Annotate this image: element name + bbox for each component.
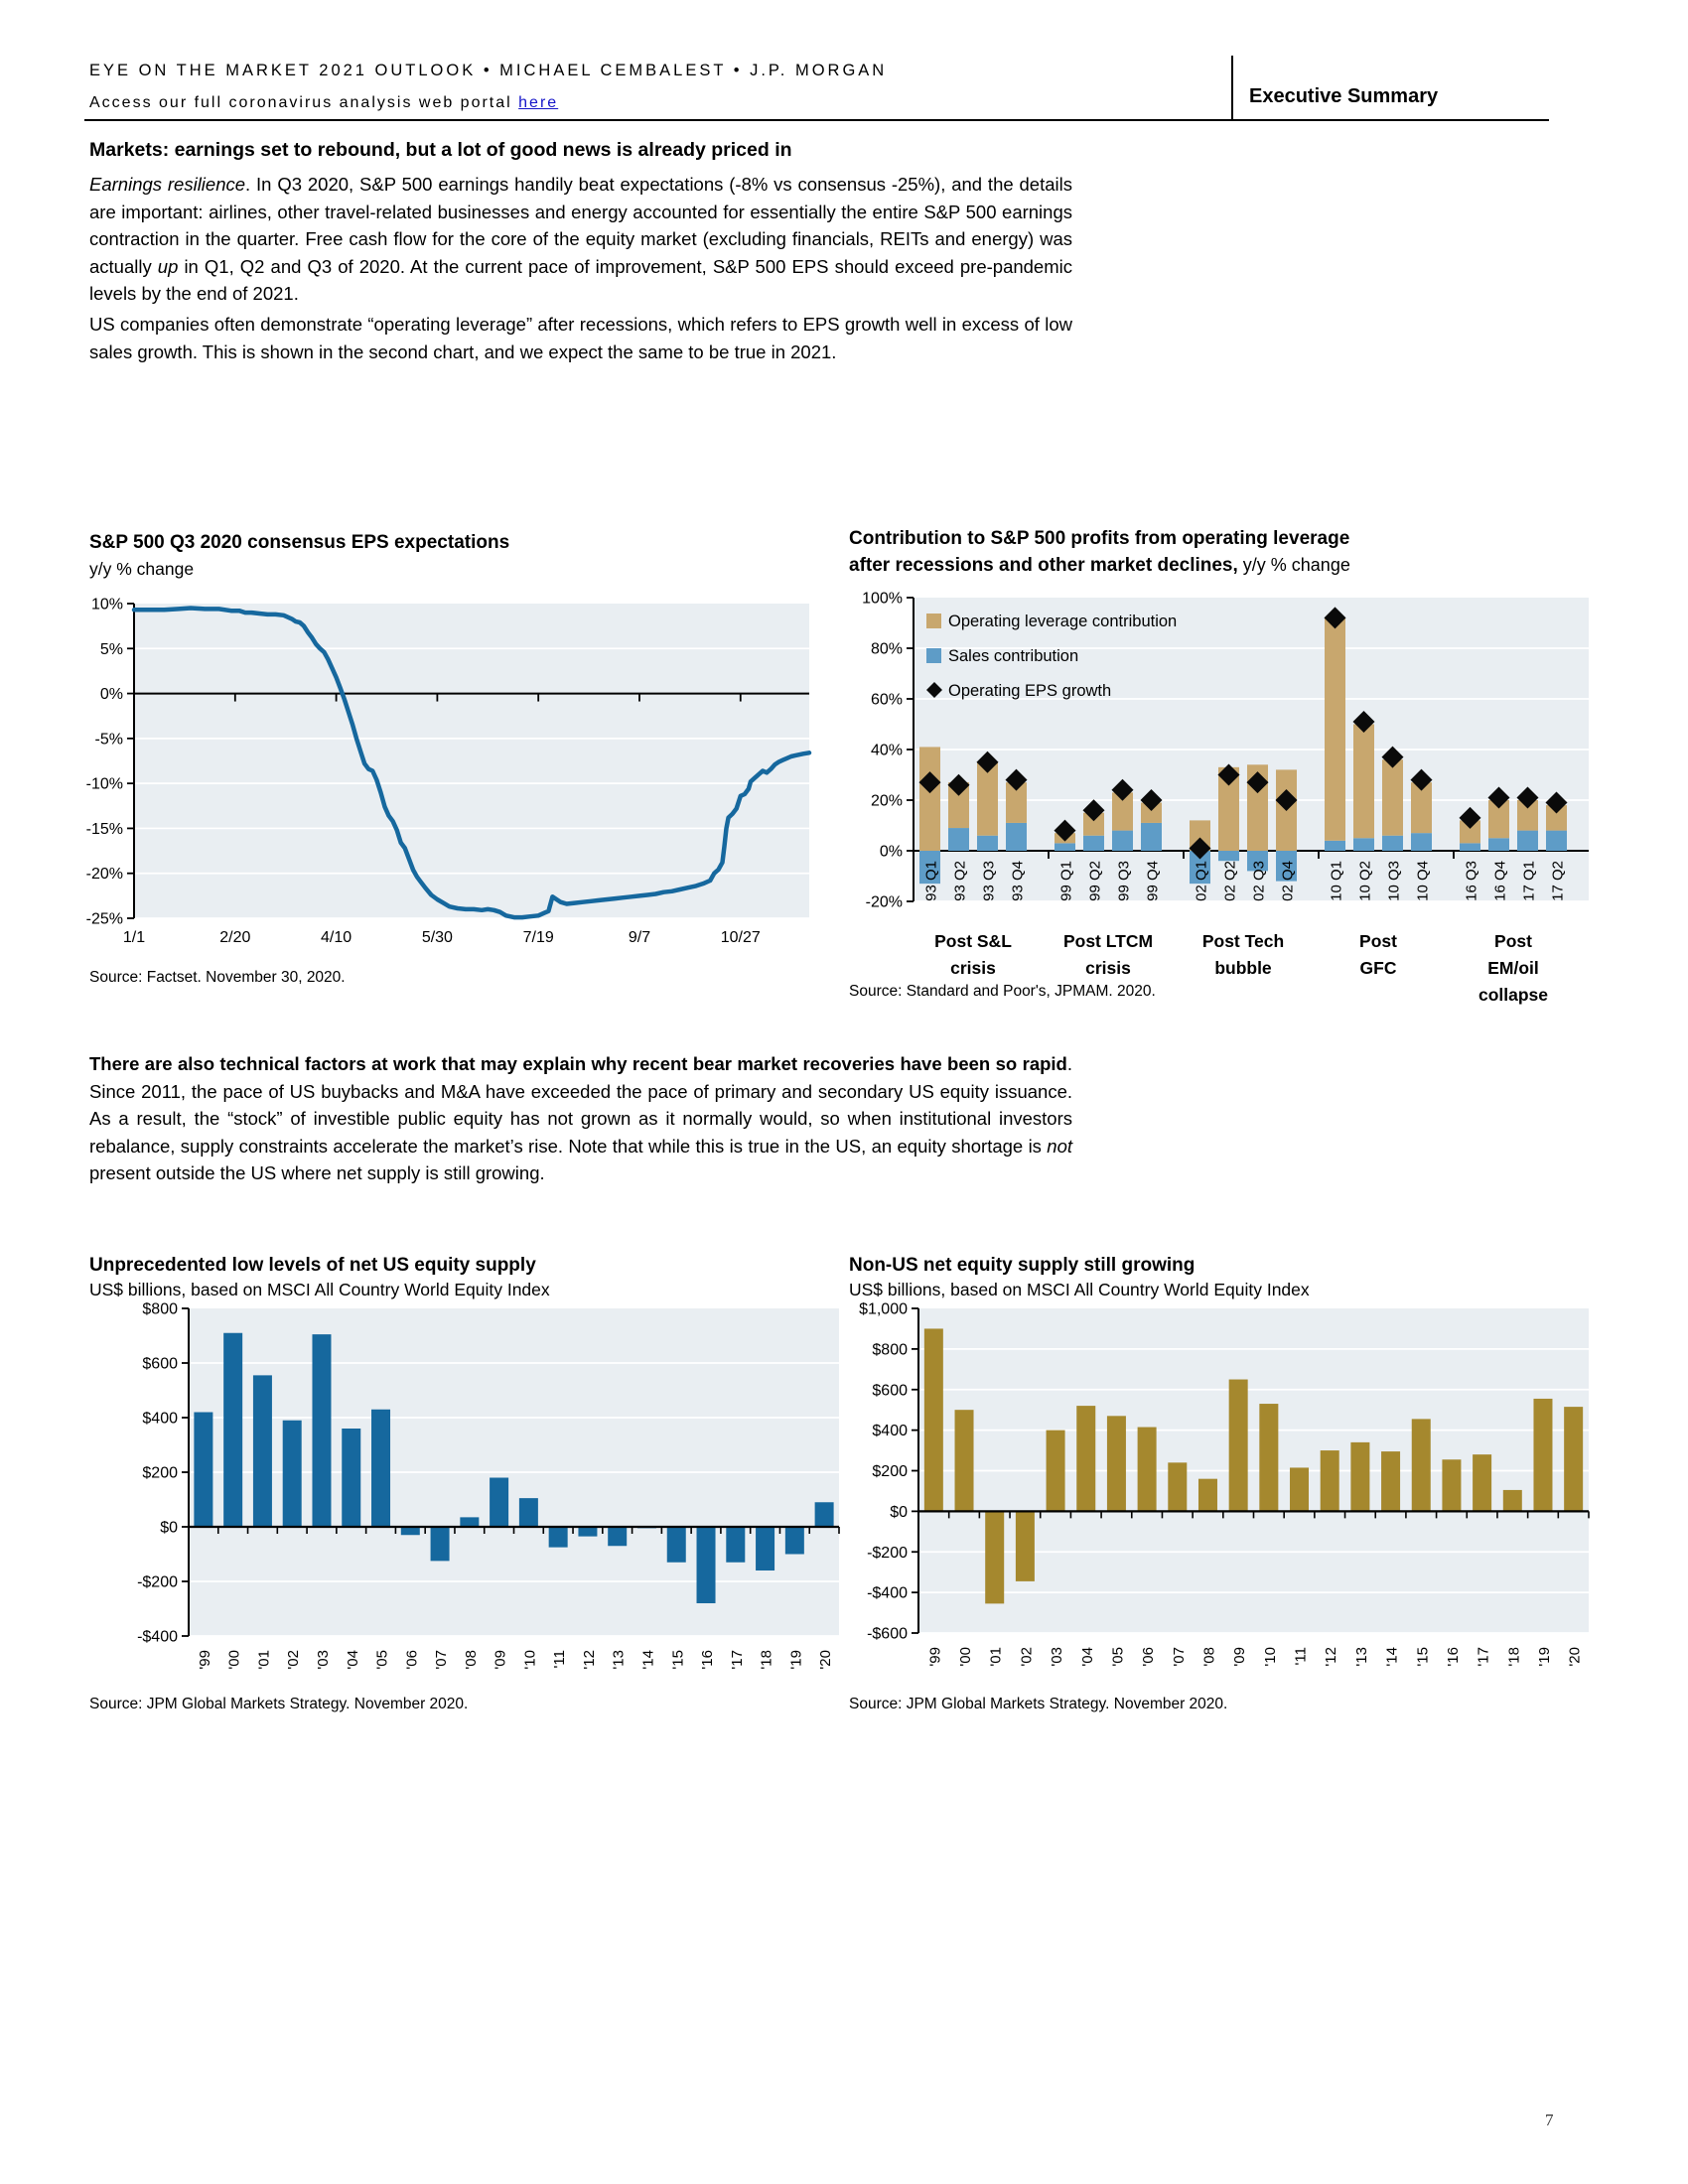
- svg-text:'10: '10: [521, 1650, 539, 1670]
- svg-text:'06: '06: [1140, 1647, 1158, 1667]
- chart2-title: [849, 526, 1350, 579]
- svg-text:$0: $0: [890, 1503, 908, 1521]
- coronavirus-portal-link[interactable]: here: [518, 94, 559, 111]
- svg-text:$800: $800: [872, 1341, 908, 1359]
- header-divider: [1231, 56, 1233, 121]
- svg-text:bubble: bubble: [1214, 958, 1272, 978]
- para1-lead-italic: Earnings resilience: [89, 174, 246, 195]
- chart4-source: Source: JPM Global Markets Strategy. November 2020.: [849, 1696, 1228, 1712]
- svg-text:'20: '20: [817, 1650, 835, 1670]
- svg-text:'06: '06: [403, 1650, 421, 1670]
- chart2-title-tail: y/y % change: [1237, 555, 1350, 575]
- svg-text:'00: '00: [225, 1650, 243, 1670]
- svg-text:'05: '05: [373, 1650, 391, 1670]
- svg-text:'07: '07: [433, 1650, 451, 1670]
- chart1-source: Source: Factset. November 30, 2020.: [89, 969, 346, 986]
- paragraph-technical-factors: [89, 1050, 1072, 1187]
- chart3-source: Source: JPM Global Markets Strategy. November 2020.: [89, 1696, 469, 1712]
- svg-text:'15: '15: [1414, 1647, 1432, 1667]
- svg-text:-10%: -10%: [85, 775, 123, 793]
- svg-text:99 Q1: 99 Q1: [1057, 861, 1075, 901]
- svg-text:93 Q2: 93 Q2: [951, 861, 969, 901]
- svg-text:-20%: -20%: [85, 866, 123, 884]
- svg-text:EM/oil: EM/oil: [1487, 958, 1539, 978]
- svg-text:16 Q4: 16 Q4: [1491, 861, 1509, 901]
- svg-text:17 Q1: 17 Q1: [1520, 861, 1538, 901]
- svg-text:'99: '99: [926, 1647, 944, 1667]
- header-title: EYE ON THE MARKET 2021 OUTLOOK • MICHAEL CEMBALEST • J.P. MORGAN: [89, 62, 888, 79]
- svg-text:02 Q3: 02 Q3: [1250, 861, 1268, 901]
- para3-text: . Since 2011, the pace of US buybacks and M&A have exceeded the pace of primary and secondary US equity issuance. As a result, the “stock” of investible public equity has not grown as it normally would, so when institutional investors rebalance, supply constraints accelerate the market’s rise. Note that while this is true in the US, an equity shortage is: [89, 1053, 1072, 1157]
- svg-text:'17: '17: [728, 1650, 746, 1670]
- svg-text:crisis: crisis: [1085, 958, 1131, 978]
- chart1-subtitle: y/y % change: [89, 559, 195, 579]
- chart3-plot: [89, 1300, 844, 1698]
- svg-text:'99: '99: [196, 1650, 213, 1670]
- svg-text:collapse: collapse: [1477, 985, 1549, 1005]
- chart2-plot: [849, 586, 1604, 1027]
- svg-text:2/20: 2/20: [219, 929, 251, 946]
- svg-text:'01: '01: [987, 1647, 1005, 1667]
- svg-text:9/7: 9/7: [628, 929, 651, 946]
- svg-text:$400: $400: [872, 1423, 908, 1440]
- svg-text:'14: '14: [1383, 1647, 1401, 1667]
- header-subtitle: [89, 94, 558, 112]
- svg-text:0%: 0%: [879, 843, 903, 861]
- svg-text:$600: $600: [872, 1382, 908, 1400]
- svg-text:10 Q4: 10 Q4: [1414, 861, 1432, 901]
- svg-text:5%: 5%: [99, 640, 123, 658]
- paragraph-earnings-resilience: [89, 171, 1072, 308]
- svg-text:'20: '20: [1566, 1647, 1584, 1667]
- chart2-title-line1: Contribution to S&P 500 profits from operating leverage: [849, 528, 1350, 549]
- svg-text:-25%: -25%: [85, 910, 123, 928]
- svg-text:Sales contribution: Sales contribution: [948, 647, 1079, 665]
- svg-text:'11: '11: [551, 1650, 569, 1669]
- svg-text:$200: $200: [872, 1463, 908, 1480]
- svg-text:Post Tech: Post Tech: [1201, 931, 1285, 951]
- svg-text:'11: '11: [1292, 1647, 1310, 1666]
- svg-text:93 Q3: 93 Q3: [980, 861, 998, 901]
- para1-text: . In Q3 2020, S&P 500 earnings handily beat expectations (-8% vs consensus -25%), and the details are important: airlines, other travel-related businesses and energy accounted for essentially the entire S&P 500 earnings contraction in the quarter. Free cash flow for the core of the equity market (excluding financials, REITs and energy) was actually: [89, 174, 1072, 277]
- svg-text:100%: 100%: [862, 590, 903, 608]
- svg-text:-$400: -$400: [867, 1584, 908, 1602]
- svg-text:$800: $800: [142, 1300, 178, 1318]
- svg-text:Post LTCM: Post LTCM: [1062, 931, 1154, 951]
- svg-text:'02: '02: [1018, 1647, 1036, 1667]
- header-rule: [84, 119, 1549, 121]
- svg-text:Post S&L: Post S&L: [934, 931, 1012, 951]
- chart4-title: Non-US net equity supply still growing: [849, 1255, 1196, 1276]
- svg-text:20%: 20%: [870, 792, 903, 810]
- svg-text:17 Q2: 17 Q2: [1549, 861, 1567, 901]
- svg-text:'08: '08: [462, 1650, 480, 1670]
- svg-text:02 Q4: 02 Q4: [1279, 861, 1297, 901]
- svg-text:'07: '07: [1170, 1647, 1188, 1667]
- svg-text:'10: '10: [1261, 1647, 1279, 1667]
- svg-text:02 Q2: 02 Q2: [1221, 861, 1239, 901]
- section-title: Executive Summary: [1249, 85, 1439, 107]
- svg-text:80%: 80%: [870, 640, 903, 658]
- svg-text:60%: 60%: [870, 691, 903, 709]
- chart1-title: S&P 500 Q3 2020 consensus EPS expectations: [89, 532, 510, 553]
- para3-bold: There are also technical factors at work that may explain why recent bear market recoveries have been so rapid: [89, 1053, 1067, 1074]
- svg-text:'02: '02: [285, 1650, 303, 1670]
- header-subtitle-text: Access our full coronavirus analysis web portal: [89, 94, 519, 111]
- svg-text:40%: 40%: [870, 742, 903, 759]
- svg-text:-20%: -20%: [865, 893, 903, 911]
- svg-text:10%: 10%: [90, 596, 123, 614]
- svg-text:'12: '12: [580, 1650, 598, 1670]
- svg-text:'09: '09: [1231, 1647, 1249, 1667]
- svg-text:'00: '00: [957, 1647, 975, 1667]
- svg-text:93 Q4: 93 Q4: [1009, 861, 1027, 901]
- svg-text:'08: '08: [1200, 1647, 1218, 1667]
- para3-text-end: present outside the US where net supply is still growing.: [89, 1162, 545, 1184]
- svg-text:$400: $400: [142, 1410, 178, 1428]
- chart4-plot: [849, 1300, 1604, 1698]
- svg-text:'19: '19: [1535, 1647, 1553, 1667]
- svg-text:-15%: -15%: [85, 820, 123, 838]
- chart2-source: Source: Standard and Poor's, JPMAM. 2020.: [849, 983, 1156, 1000]
- svg-text:Post: Post: [1359, 931, 1397, 951]
- svg-text:Post: Post: [1494, 931, 1532, 951]
- svg-text:99 Q3: 99 Q3: [1115, 861, 1133, 901]
- svg-text:7/19: 7/19: [522, 929, 554, 946]
- para3-not-italic: not: [1047, 1135, 1072, 1157]
- svg-text:'19: '19: [787, 1650, 805, 1670]
- svg-text:'04: '04: [1078, 1647, 1096, 1667]
- svg-text:'18: '18: [1505, 1647, 1523, 1667]
- chart2-title-line2: after recessions and other market declines,: [849, 555, 1238, 576]
- svg-text:10 Q1: 10 Q1: [1328, 861, 1345, 901]
- svg-text:1/1: 1/1: [122, 929, 146, 946]
- svg-text:'04: '04: [344, 1650, 361, 1670]
- svg-text:-$200: -$200: [137, 1573, 178, 1591]
- chart3-title: Unprecedented low levels of net US equity supply: [89, 1255, 536, 1276]
- svg-text:0%: 0%: [99, 686, 123, 704]
- svg-text:'09: '09: [492, 1650, 509, 1670]
- svg-text:'01: '01: [255, 1650, 273, 1670]
- svg-text:'13: '13: [610, 1650, 628, 1670]
- chart3-subtitle: US$ billions, based on MSCI All Country World Equity Index: [89, 1280, 550, 1299]
- svg-text:Operating EPS growth: Operating EPS growth: [948, 682, 1112, 700]
- chart1-plot: [85, 591, 844, 973]
- svg-text:$1,000: $1,000: [859, 1300, 908, 1318]
- svg-text:'16: '16: [1444, 1647, 1462, 1667]
- svg-text:$200: $200: [142, 1464, 178, 1482]
- svg-text:Operating leverage contributio: Operating leverage contribution: [948, 613, 1178, 630]
- svg-text:'05: '05: [1109, 1647, 1127, 1667]
- svg-text:'17: '17: [1475, 1647, 1492, 1667]
- svg-text:10 Q2: 10 Q2: [1356, 861, 1374, 901]
- chart4-subtitle: US$ billions, based on MSCI All Country World Equity Index: [849, 1280, 1310, 1299]
- svg-text:'15: '15: [669, 1650, 687, 1670]
- svg-text:10 Q3: 10 Q3: [1385, 861, 1403, 901]
- svg-text:'13: '13: [1352, 1647, 1370, 1667]
- svg-text:-$600: -$600: [867, 1625, 908, 1643]
- page-number: 7: [1545, 2111, 1554, 2129]
- svg-text:5/30: 5/30: [421, 929, 453, 946]
- page-heading: Markets: earnings set to rebound, but a lot of good news is already priced in: [89, 139, 792, 161]
- svg-text:'16: '16: [699, 1650, 717, 1670]
- svg-text:4/10: 4/10: [321, 929, 352, 946]
- paragraph-operating-leverage: US companies often demonstrate “operating leverage” after recessions, which refers to EPS growth well in excess of low sales growth. This is shown in the second chart, and we expect the same to be true in 2021.: [89, 314, 1072, 362]
- svg-text:-$400: -$400: [137, 1628, 178, 1646]
- svg-text:GFC: GFC: [1359, 958, 1397, 978]
- svg-text:crisis: crisis: [950, 958, 996, 978]
- para1-text-end: in Q1, Q2 and Q3 of 2020. At the current pace of improvement, S&P 500 EPS should exceed pre-pandemic levels by the end of 2021.: [89, 255, 1072, 305]
- svg-text:93 Q1: 93 Q1: [922, 861, 940, 901]
- svg-text:'18: '18: [758, 1650, 775, 1670]
- svg-text:'14: '14: [639, 1650, 657, 1670]
- svg-text:99 Q4: 99 Q4: [1144, 861, 1162, 901]
- svg-text:$600: $600: [142, 1355, 178, 1373]
- svg-text:10/27: 10/27: [720, 929, 761, 946]
- svg-text:02 Q1: 02 Q1: [1193, 861, 1210, 901]
- svg-text:'03: '03: [1049, 1647, 1066, 1667]
- svg-text:$0: $0: [160, 1519, 178, 1537]
- svg-text:'03: '03: [314, 1650, 332, 1670]
- svg-text:-$200: -$200: [867, 1544, 908, 1562]
- svg-text:'12: '12: [1323, 1647, 1340, 1667]
- svg-text:99 Q2: 99 Q2: [1086, 861, 1104, 901]
- para1-up-italic: up: [157, 255, 179, 277]
- svg-text:16 Q3: 16 Q3: [1463, 861, 1480, 901]
- svg-text:-5%: -5%: [94, 731, 123, 749]
